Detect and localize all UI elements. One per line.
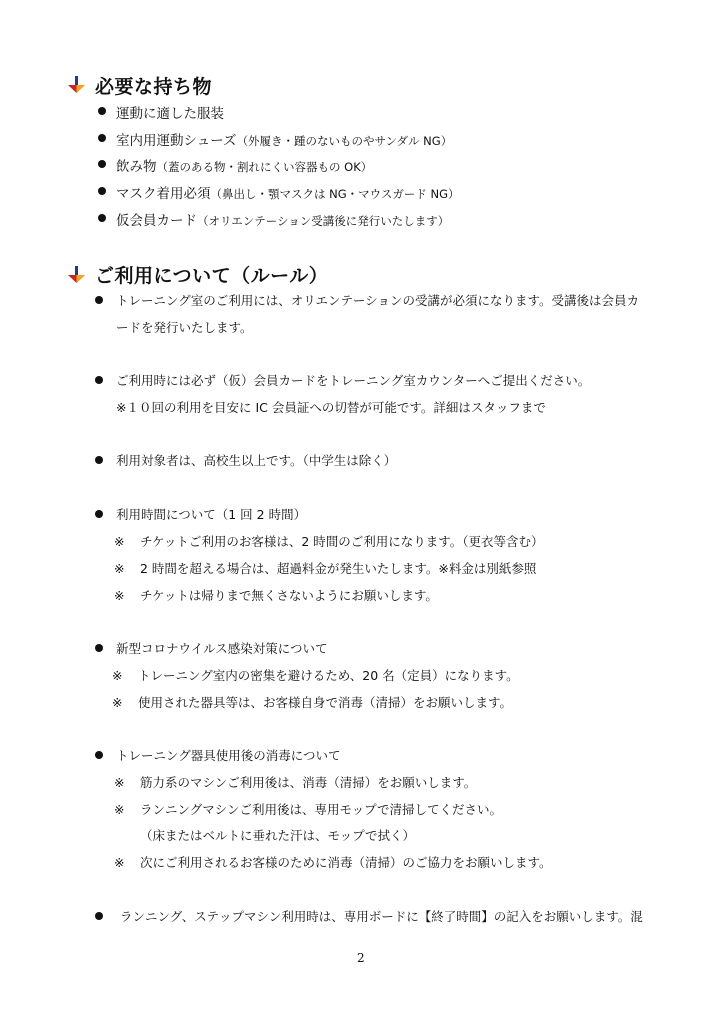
rule-note xyxy=(114,559,536,577)
bullet-icon xyxy=(95,644,103,652)
rule-note xyxy=(114,532,544,550)
note-mark: ※ xyxy=(114,534,125,549)
note-text: トレーニング室内の密集を避けるため、20 名（定員）になります。 xyxy=(138,668,519,683)
item-main: 室内用運動シューズ xyxy=(116,133,237,149)
rule-note xyxy=(112,666,519,684)
note-text: ランニングマシンご利用後は、専用モップで清掃してください。 xyxy=(140,802,502,817)
note-mark: ※ xyxy=(112,668,123,683)
rule-text: ランニング、ステップマシン利用時は、専用ボードに【終了時間】の記入をお願いします。混 xyxy=(120,909,643,924)
item-note: （オリエンテーション受講後に発行いたします） xyxy=(197,214,450,228)
section-title-belongings: 必要な持ち物 xyxy=(95,76,213,98)
note-text: チケットご利用のお客様は、2 時間のご利用になります。（更衣等含む） xyxy=(140,534,544,549)
list-item xyxy=(116,155,372,175)
item-main: 運動に適した服装 xyxy=(116,106,224,122)
note-text: 次にご利用されるお客様のために消毒（清掃）のご協力をお願いします。 xyxy=(140,855,552,870)
rule-text: トレーニング室のご利用には、オリエンテーションの受講が必須になります。受講後は会員カ xyxy=(116,293,640,308)
rule-text: 新型コロナウイルス感染対策について xyxy=(116,641,328,656)
item-main: マスク着用必須 xyxy=(116,186,211,202)
bullet-icon xyxy=(95,296,103,304)
note-text: 2 時間を超える場合は、超過料金が発生いたします。※料金は別紙参照 xyxy=(140,561,537,576)
page-number: 2 xyxy=(357,951,365,965)
section-title-rules: ご利用について（ルール） xyxy=(95,265,329,287)
rule-note xyxy=(114,773,476,791)
list-item xyxy=(116,182,460,202)
rule-text: 利用対象者は、高校生以上です。（中学生は除く） xyxy=(116,453,397,468)
list-item xyxy=(116,102,224,122)
bullet-icon xyxy=(98,107,106,115)
bullet-icon xyxy=(98,187,106,195)
heading-marker-icon xyxy=(66,76,86,94)
item-main: 飲み物 xyxy=(116,159,157,175)
note-text: 筋力系のマシンご利用後は、消毒（清掃）をお願いします。 xyxy=(140,775,477,790)
list-item xyxy=(116,209,449,229)
bullet-icon xyxy=(95,456,103,464)
bullet-icon xyxy=(98,214,106,222)
note-mark: ※ xyxy=(114,561,125,576)
rule-note xyxy=(114,586,438,604)
bullet-icon xyxy=(95,751,103,759)
note-mark: ※ xyxy=(114,775,125,790)
note-mark: ※ xyxy=(114,802,125,817)
item-note: （鼻出し・顎マスクは NG・マウスガード NG） xyxy=(210,187,460,201)
note-text: チケットは帰りまで無くさないようにお願いします。 xyxy=(140,588,438,603)
note-mark: ※ xyxy=(114,855,125,870)
bullet-icon xyxy=(98,134,106,142)
note-text: 使用された器具等は、お客様自身で消毒（清掃）をお願いします。 xyxy=(138,695,513,710)
item-note: （外履き・踵のないものやサンダル NG） xyxy=(236,134,453,148)
item-main: 仮会員カード xyxy=(116,213,197,229)
rule-text: トレーニング器具使用後の消毒について xyxy=(116,748,341,763)
item-note: （蓋のある物・割れにくい容器もの OK） xyxy=(156,160,373,174)
rule-note-indented: （床またはベルトに垂れた汗は、モップで拭く） xyxy=(140,828,416,843)
note-mark: ※ xyxy=(112,695,123,710)
list-item xyxy=(116,129,452,149)
bullet-icon xyxy=(95,510,103,518)
bullet-icon xyxy=(95,376,103,384)
bullet-icon xyxy=(95,912,103,920)
rule-note xyxy=(112,693,512,711)
rule-note xyxy=(114,800,502,818)
rule-note xyxy=(114,853,552,871)
bullet-icon xyxy=(98,160,106,168)
rule-note: ※１０回の利用を目安に IC 会員証への切替が可能です。詳細はスタッフまで xyxy=(116,400,546,415)
note-mark: ※ xyxy=(114,588,125,603)
rule-text: ご利用時には必ず（仮）会員カードをトレーニング室カウンターへご提出ください。 xyxy=(116,373,591,388)
heading-marker-icon xyxy=(66,266,86,284)
rule-text: 利用時間について（1 回 2 時間） xyxy=(116,507,307,522)
rule-text-continued: ードを発行いたします。 xyxy=(116,320,253,335)
